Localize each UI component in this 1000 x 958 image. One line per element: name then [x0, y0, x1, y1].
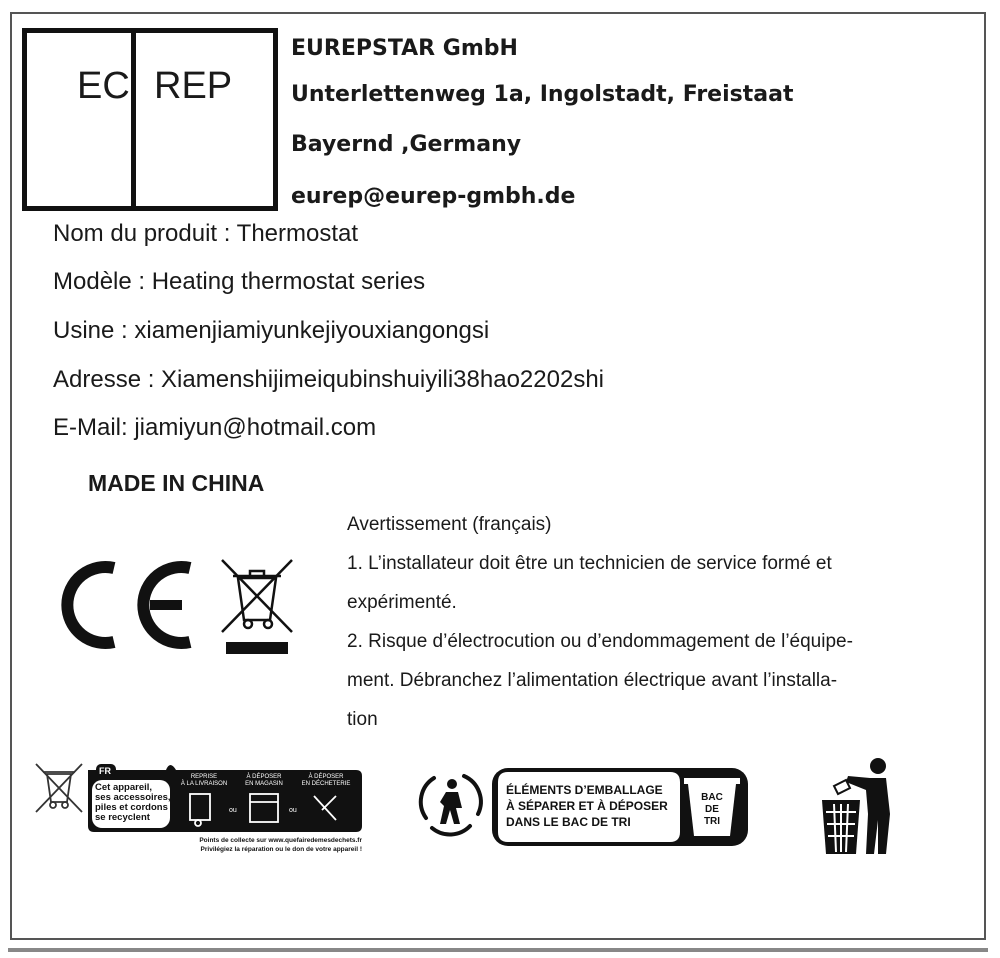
ce-mark-icon [52, 560, 202, 650]
triman-text-4: se recyclent [95, 812, 150, 823]
option-2-line-1: À DÉPOSER [246, 774, 282, 780]
option-2-line-2: EN MAGASIN [245, 781, 283, 787]
made-in-china: MADE IN CHINA [88, 470, 265, 496]
triman-text-1: Cet appareil, [95, 782, 153, 793]
representative-name: EUREPSTAR GmbH [291, 36, 518, 61]
warning-line-2: expérimenté. [347, 592, 457, 613]
bin-text-3: TRI [703, 816, 721, 827]
product-name: Nom du produit : Thermostat [53, 220, 359, 247]
bin-text-1: BAC [701, 792, 723, 803]
representative-region: Bayernd ,Germany [291, 132, 522, 157]
ec-label: EC [77, 65, 130, 107]
triman-text-3: piles et cordons [95, 802, 168, 813]
triman-footer-2: Privilégiez la réparation ou le don de votre appareil ! [200, 846, 362, 853]
triman-country: FR [99, 766, 111, 776]
or-label-2: ou [289, 807, 297, 814]
packaging-line-1: ÉLÉMENTS D’EMBALLAGE [506, 783, 663, 797]
warning-title: Avertissement (français) [347, 514, 552, 535]
representative-email: eurep@eurep-gmbh.de [291, 184, 576, 209]
triman-icon [416, 766, 486, 836]
representative-street: Unterlettenweg 1a, Ingolstadt, Freistaat [291, 82, 794, 107]
warning-line-5: tion [347, 709, 378, 730]
ec-rep-box [22, 28, 278, 211]
packaging-line-3: DANS LE BAC DE TRI [506, 815, 631, 829]
triman-footer-1: Points de collecte sur www.quefairedemesdechets.fr [199, 837, 362, 844]
option-1-line-2: À LA LIVRAISON [180, 781, 228, 787]
option-1-line-1: REPRISE [190, 774, 218, 780]
packaging-line-2: À SÉPARER ET À DÉPOSER [506, 799, 668, 813]
product-factory: Usine : xiamenjiamiyunkejiyouxiangongsi [53, 317, 490, 344]
ec-rep-divider [131, 33, 136, 206]
warning-line-1: 1. L’installateur doit être un technicien de service formé et [347, 553, 832, 574]
tidyman-icon [816, 754, 902, 858]
small-crossed-bin-icon [34, 762, 84, 814]
product-email: E-Mail: jiamiyun@hotmail.com [53, 414, 377, 441]
bin-text-2: DE [705, 804, 719, 815]
warning-line-3: 2. Risque d’électrocution ou d’endommagement de l’équipe- [347, 631, 853, 652]
packaging-sorting-panel [490, 766, 752, 848]
option-3-line-1: À DÉPOSER [308, 774, 344, 780]
product-model: Modèle : Heating thermostat series [53, 268, 426, 295]
product-address: Adresse : Xiamenshijimeiqubinshuiyili38hao2202shi [53, 366, 604, 393]
warning-line-4: ment. Débranchez l’alimentation électrique avant l’installa- [347, 670, 838, 691]
crossed-bin-icon [220, 558, 294, 656]
option-3-line-2: EN DÉCHETERIE [301, 781, 351, 787]
or-label-1: ou [229, 807, 237, 814]
rep-label: REP [154, 65, 233, 107]
triman-recycling-panel [86, 760, 366, 856]
triman-text-2: ses accessoires, [95, 792, 171, 803]
